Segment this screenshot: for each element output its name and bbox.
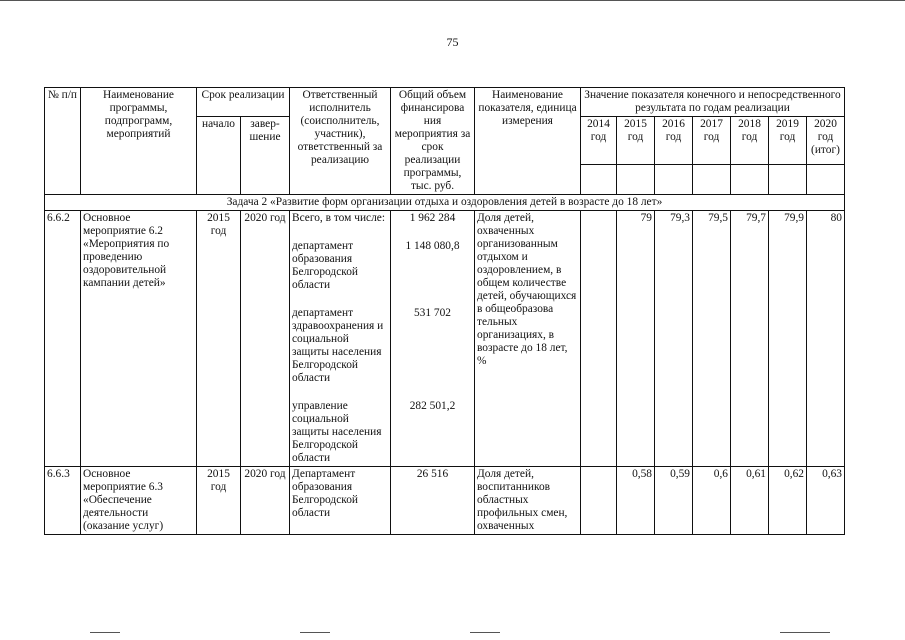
col-header-indicator: Наименование показателя, единица измерения: [475, 88, 581, 195]
row-funding: 1 148 080,8: [391, 226, 475, 306]
row-responsible: департамент здравоохранения и социальной защиты населения Белгородской области: [290, 306, 391, 399]
row-num: 6.6.2: [45, 211, 81, 467]
row-value: 79,3: [655, 211, 693, 467]
row-value: 0,61: [731, 467, 769, 535]
col-header-funding: Общий объем финансирова ния мероприятия за срок реализации программы, тыс. руб.: [391, 88, 475, 195]
row-value: 0,58: [617, 467, 655, 535]
row-value: 0,6: [693, 467, 731, 535]
col-header-start: начало: [197, 117, 241, 195]
row-funding: 26 516: [391, 467, 475, 535]
row-funding: 531 702: [391, 306, 475, 399]
row-value: 79,5: [693, 211, 731, 467]
row-value: 79,9: [769, 211, 807, 467]
col-header-year: 2019 год: [769, 117, 807, 165]
table-row: [45, 211, 845, 227]
col-header-year: 2016 год: [655, 117, 693, 165]
row-indicator: Доля детей, охваченных организованным отдыхом и оздоровлением, в общем количестве детей, обучающихся в общеобразова тельных организациях, в возрасте до 18 лет, %: [475, 211, 581, 467]
row-value: 0,62: [769, 467, 807, 535]
row-end: 2020 год: [241, 467, 290, 535]
row-value: 0,63: [807, 467, 845, 535]
col-header-year: 2017 год: [693, 117, 731, 165]
row-value: [581, 211, 617, 467]
row-responsible: Всего, в том числе:: [290, 211, 391, 227]
row-responsible: департамент образования Белгородской области: [290, 226, 391, 306]
col-header-year: 2020 год (итог): [807, 117, 845, 165]
row-value: [581, 467, 617, 535]
row-value: 79: [617, 211, 655, 467]
col-header-name: Наименование программы, подпрограмм, мероприятий: [81, 88, 197, 195]
row-funding: 1 962 284: [391, 211, 475, 227]
col-header-end: завер-шение: [241, 117, 290, 195]
row-name: Основное мероприятие 6.2 «Мероприятия по проведению оздоровительной кампании детей»: [81, 211, 197, 467]
row-num: 6.6.3: [45, 467, 81, 535]
header-row-1: [45, 88, 845, 117]
row-name: Основное мероприятие 6.3 «Обеспечение деятельности (оказание услуг): [81, 467, 197, 535]
col-header-period: Срок реализации: [197, 88, 290, 117]
table-row: [45, 467, 845, 535]
col-header-values-group: Значение показателя конечного и непосредственного результата по годам реализации: [581, 88, 845, 117]
col-header-num: № п/п: [45, 88, 81, 195]
program-table: [44, 87, 845, 535]
task-title: Задача 2 «Развитие форм организации отдыха и оздоровления детей в возрасте до 18 лет»: [45, 195, 845, 211]
col-header-responsible: Ответственный исполнитель (соисполнитель, участник), ответственный за реализацию: [290, 88, 391, 195]
row-start: 2015 год: [197, 211, 241, 467]
col-header-year: 2018 год: [731, 117, 769, 165]
row-end: 2020 год: [241, 211, 290, 467]
row-indicator: Доля детей, воспитанников областных профильных смен, охваченных: [475, 467, 581, 535]
page-number: 75: [446, 35, 459, 49]
row-responsible: Департамент образования Белгородской области: [290, 467, 391, 535]
row-start: 2015 год: [197, 467, 241, 535]
row-value: 0,59: [655, 467, 693, 535]
row-value: 80: [807, 211, 845, 467]
row-funding: 282 501,2: [391, 399, 475, 467]
row-responsible: управление социальной защиты населения Белгородской области: [290, 399, 391, 467]
col-header-year: 2015 год: [617, 117, 655, 165]
task-row: [45, 195, 845, 211]
col-header-year: 2014 год: [581, 117, 617, 165]
row-value: 79,7: [731, 211, 769, 467]
